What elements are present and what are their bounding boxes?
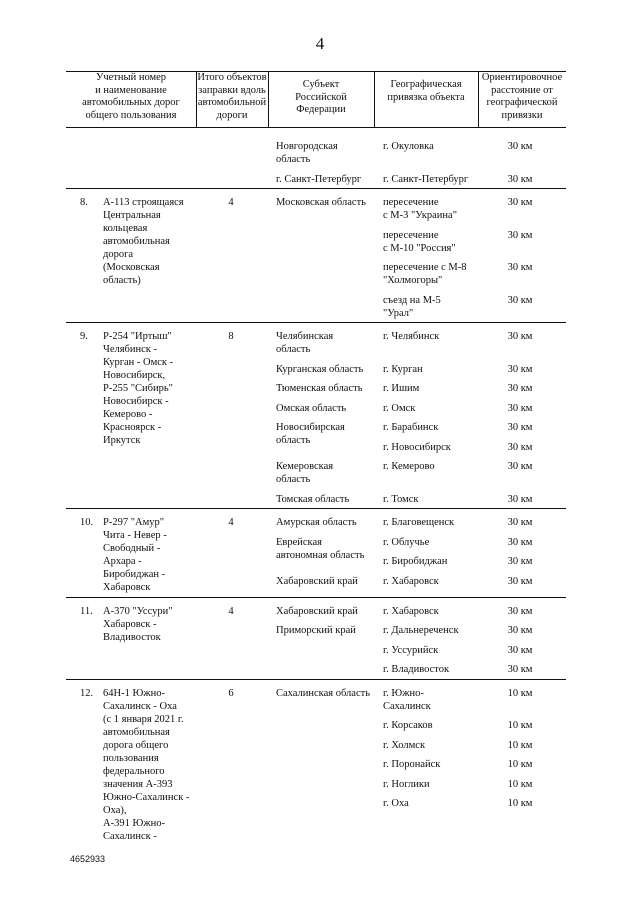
- distance-value: 30 км: [507, 197, 533, 208]
- geo-reference: пересечение с М-3 "Украина": [383, 197, 457, 221]
- distance-value: 30 км: [507, 556, 533, 567]
- subject-name: Сахалинская область: [276, 687, 370, 699]
- distance-value: 30 км: [507, 262, 533, 273]
- header-col4: Географическая привязка объекта: [387, 79, 465, 103]
- header-col3: Субъект Российской Федерации: [295, 79, 347, 115]
- row-divider: [66, 322, 566, 323]
- distance-value: 30 км: [507, 141, 533, 152]
- geo-reference: г. Курган: [383, 363, 423, 375]
- row-number: 9.: [80, 331, 88, 342]
- geo-reference: г. Хабаровск: [383, 575, 439, 587]
- subject-name: Омская область: [276, 402, 347, 414]
- subject-name: Томская область: [276, 493, 350, 505]
- geo-reference: пересечение с М-8 "Холмогоры": [383, 262, 467, 286]
- distance-value: 30 км: [507, 331, 533, 342]
- geo-reference: г. Санкт-Петербург: [383, 173, 469, 185]
- distance-value: 10 км: [507, 687, 533, 699]
- geo-reference: г. Южно- Сахалинск: [383, 687, 431, 712]
- geo-reference: г. Ишим: [383, 383, 420, 394]
- subject-name: Новосибирская область: [276, 422, 345, 446]
- subject-name: г. Санкт-Петербург: [276, 173, 362, 185]
- row-number: 8.: [80, 197, 88, 208]
- distance-value: 30 км: [507, 605, 533, 617]
- station-count: 4: [228, 197, 234, 208]
- distance-value: 10 км: [507, 739, 533, 751]
- station-count: 6: [228, 687, 234, 699]
- distance-value: 30 км: [507, 517, 533, 528]
- subject-name: Тюменская область: [276, 383, 363, 394]
- geo-reference: г. Уссурийск: [383, 644, 439, 656]
- station-count: 4: [228, 517, 234, 528]
- geo-reference: г. Хабаровск: [383, 605, 439, 617]
- subject-name: Амурская область: [276, 517, 357, 528]
- subject-name: Курганская область: [276, 363, 364, 375]
- distance-value: 30 км: [507, 493, 533, 505]
- geo-reference: съезд на М-5 "Урал": [383, 294, 441, 319]
- subject-name: Кемеровская область: [276, 461, 334, 485]
- geo-reference: г. Облучье: [383, 536, 430, 548]
- geo-reference: г. Омск: [383, 402, 416, 414]
- distance-value: 30 км: [507, 173, 533, 185]
- geo-reference: г. Ноглики: [383, 778, 430, 790]
- station-count: 8: [228, 331, 234, 342]
- distance-value: 30 км: [507, 229, 533, 241]
- distance-value: 30 км: [507, 422, 533, 433]
- geo-reference: г. Холмск: [383, 739, 426, 751]
- geo-reference: г. Томск: [383, 493, 419, 505]
- geo-reference: г. Поронайск: [383, 759, 441, 770]
- road-name: Р-254 "Иртыш" Челябинск - Курган - Омск - Новосибирск, Р-255 "Сибирь" Новосибирск - Кемерово - Красноярск - Иркутск: [103, 331, 174, 446]
- geo-reference: г. Корсаков: [383, 720, 433, 731]
- geo-reference: г. Кемерово: [383, 461, 435, 472]
- row-number: 12.: [80, 687, 94, 699]
- distance-value: 30 км: [507, 644, 533, 656]
- header-col1: Учетный номер и наименование автомобильных дорог общего пользования: [82, 72, 180, 121]
- table-header-bottom-rule: [66, 127, 566, 128]
- geo-reference: г. Барабинск: [383, 422, 439, 433]
- row-number: 11.: [80, 605, 93, 617]
- subject-name: Московская область: [276, 197, 366, 208]
- distance-value: 30 км: [507, 441, 533, 453]
- distance-value: 30 км: [507, 575, 533, 587]
- road-name: 64Н-1 Южно- Сахалинск - Оха (с 1 января 2021 г. автомобильная дорога общего пользования федерального значения А-393 Южно-Сахалинск - Оха), А-391 Южно- Сахалинск -: [103, 687, 190, 842]
- subject-name: Хабаровский край: [276, 605, 358, 617]
- row-number: 10.: [80, 517, 94, 528]
- distance-value: 10 км: [507, 798, 533, 809]
- row-divider: [66, 597, 566, 598]
- page-number: 4: [315, 34, 325, 53]
- distance-value: 30 км: [507, 294, 533, 306]
- geo-reference: г. Оха: [383, 798, 409, 809]
- header-col2: Итого объектов заправки вдоль автомобильной дороги: [197, 72, 267, 121]
- subject-name: Еврейская автономная область: [276, 536, 365, 561]
- geo-reference: пересечение с М-10 "Россия": [383, 229, 456, 254]
- subject-name: Хабаровский край: [276, 575, 358, 587]
- distance-value: 10 км: [507, 759, 533, 770]
- subject-name: Новгородская область: [276, 141, 338, 165]
- distance-value: 30 км: [507, 625, 533, 636]
- row-divider: [66, 188, 566, 189]
- geo-reference: г. Биробиджан: [383, 556, 448, 567]
- header-col5: Ориентировочное расстояние от географической привязки: [481, 72, 563, 121]
- subject-name: Приморский край: [276, 625, 356, 636]
- distance-value: 30 км: [507, 536, 533, 548]
- road-name: А-113 строящаяся Центральная кольцевая автомобильная дорога (Московская область): [103, 197, 184, 286]
- distance-value: 30 км: [507, 363, 533, 375]
- distance-value: 30 км: [507, 402, 533, 414]
- document-code: 4652933: [70, 854, 106, 864]
- row-divider: [66, 508, 566, 509]
- subject-name: Челябинская область: [276, 331, 334, 355]
- distance-value: 10 км: [507, 720, 533, 731]
- distance-value: 30 км: [507, 461, 533, 472]
- road-name: Р-297 "Амур" Чита - Невер - Свободный - Архара - Биробиджан - Хабаровск: [103, 517, 167, 593]
- geo-reference: г. Дальнереченск: [383, 625, 459, 636]
- geo-reference: г. Владивосток: [383, 664, 450, 675]
- geo-reference: г. Благовещенск: [383, 517, 455, 528]
- row-divider: [66, 679, 566, 680]
- station-count: 4: [228, 605, 234, 617]
- distance-value: 30 км: [507, 664, 533, 675]
- distance-value: 10 км: [507, 778, 533, 790]
- geo-reference: г. Челябинск: [383, 331, 440, 342]
- road-name: А-370 "Уссури" Хабаровск - Владивосток: [103, 605, 173, 643]
- geo-reference: г. Окуловка: [383, 141, 434, 152]
- geo-reference: г. Новосибирск: [383, 441, 451, 453]
- distance-value: 30 км: [507, 383, 533, 394]
